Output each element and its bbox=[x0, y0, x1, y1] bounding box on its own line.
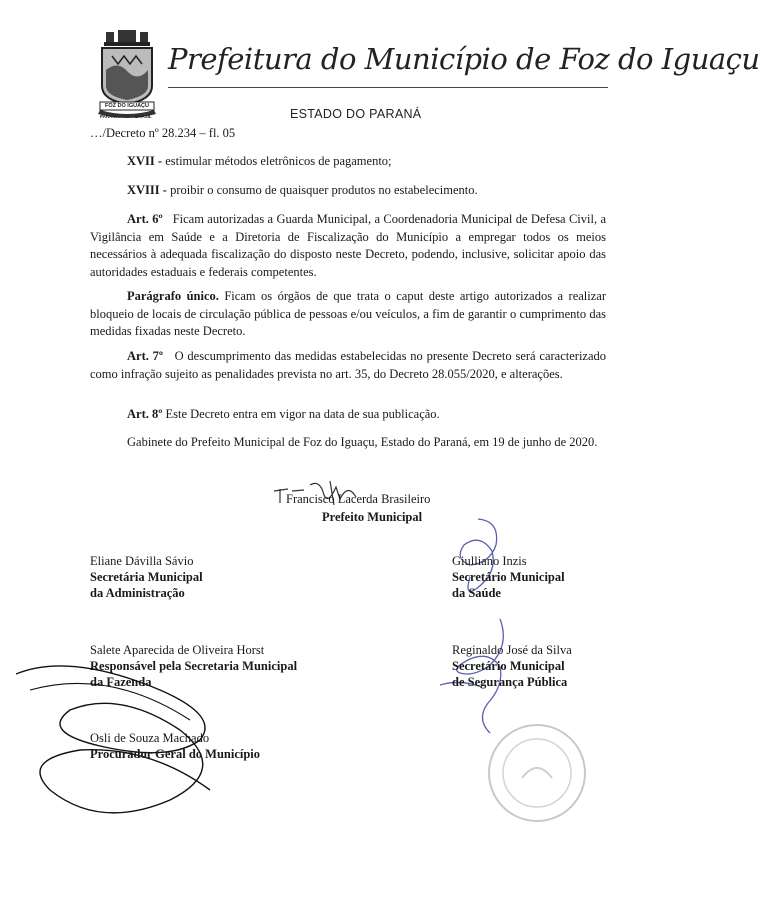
signatory-name: Salete Aparecida de Oliveira Horst bbox=[90, 643, 265, 657]
signatory-name: Osli de Souza Machado bbox=[90, 731, 210, 745]
closing-statement: Gabinete do Prefeito Municipal de Foz do Iguaçu, Estado do Paraná, em 19 de junho de 2020. bbox=[127, 435, 598, 449]
signatory-role: Secretária Municipal bbox=[90, 570, 203, 584]
mayor-role: Prefeito Municipal bbox=[322, 510, 423, 524]
item-xviii bbox=[90, 182, 606, 200]
article-6 bbox=[90, 211, 606, 281]
crest-label-left: PARANÁ bbox=[100, 114, 119, 119]
article-text: Este Decreto entra em vigor na data de sua publicação. bbox=[165, 407, 440, 421]
letterhead-title: Prefeitura do Município de Foz do Iguaçu bbox=[168, 42, 760, 76]
article-8 bbox=[90, 406, 606, 424]
official-stamp bbox=[482, 718, 592, 828]
item-label: XVII - bbox=[127, 154, 163, 168]
signatory-role: Secretário Municipal bbox=[452, 570, 565, 584]
signatory-name: Reginaldo José da Silva bbox=[452, 643, 572, 657]
item-text: estimular métodos eletrônicos de pagamento; bbox=[162, 154, 392, 168]
signatory-name: Eliane Dávilla Sávio bbox=[90, 554, 194, 568]
signatory-role: da Administração bbox=[90, 586, 185, 600]
article-label: Parágrafo único. bbox=[127, 289, 219, 303]
crest-label-right: BRASIL bbox=[135, 114, 152, 119]
signatory-name: Giulliano Inzis bbox=[452, 554, 527, 568]
article-text: Ficam os órgãos de que trata o caput deste artigo autorizados a realizar bloqueio de locais de circulação pública de pessoas e/ou veículos, a fim de garantir o cumprimento das medidas fixadas neste Decreto. bbox=[90, 289, 606, 338]
article-label: Art. 6º bbox=[127, 212, 163, 226]
signatory-role: de Segurança Pública bbox=[452, 675, 568, 689]
article-label: Art. 7º bbox=[127, 349, 164, 363]
sole-paragraph bbox=[90, 288, 606, 341]
signatory-role: Secretário Municipal bbox=[452, 659, 565, 673]
article-text: Ficam autorizadas a Guarda Municipal, a Coordenadoria Municipal de Defesa Civil, a Vigilância em Saúde e a Diretoria de Fiscalização do Município a empregar todos os meios necessários à adequada fiscalização do disposto neste Decreto, podendo, inclusive, solicitar apoio das autoridades estaduais e federais competentes. bbox=[90, 212, 606, 279]
letterhead-state: ESTADO DO PARANÁ bbox=[290, 107, 422, 121]
crest-city-name: FOZ DO IGUAÇU bbox=[105, 103, 149, 109]
item-text: proibir o consumo de quaisquer produtos no estabelecimento. bbox=[166, 183, 478, 197]
article-label: Art. 8º bbox=[127, 407, 163, 421]
signatory-role: Responsável pela Secretaria Municipal bbox=[90, 659, 298, 673]
decree-reference: …/Decreto nº 28.234 – fl. 05 bbox=[90, 126, 236, 140]
letterhead-divider bbox=[168, 87, 608, 88]
item-label: XVIII - bbox=[127, 183, 167, 197]
signatory-role: da Fazenda bbox=[90, 675, 152, 689]
signatory-role: Procurador Geral do Município bbox=[90, 747, 261, 761]
mayor-name: Francisco Lacerda Brasileiro bbox=[286, 492, 431, 506]
signatory-role: da Saúde bbox=[452, 586, 501, 600]
article-7 bbox=[90, 348, 606, 383]
item-xvii bbox=[90, 153, 606, 171]
article-text: O descumprimento das medidas estabelecidas no presente Decreto será caracterizado como infração sujeito as penalidades prevista no art. 35, do Decreto 28.055/2020, e alterações. bbox=[90, 349, 607, 381]
